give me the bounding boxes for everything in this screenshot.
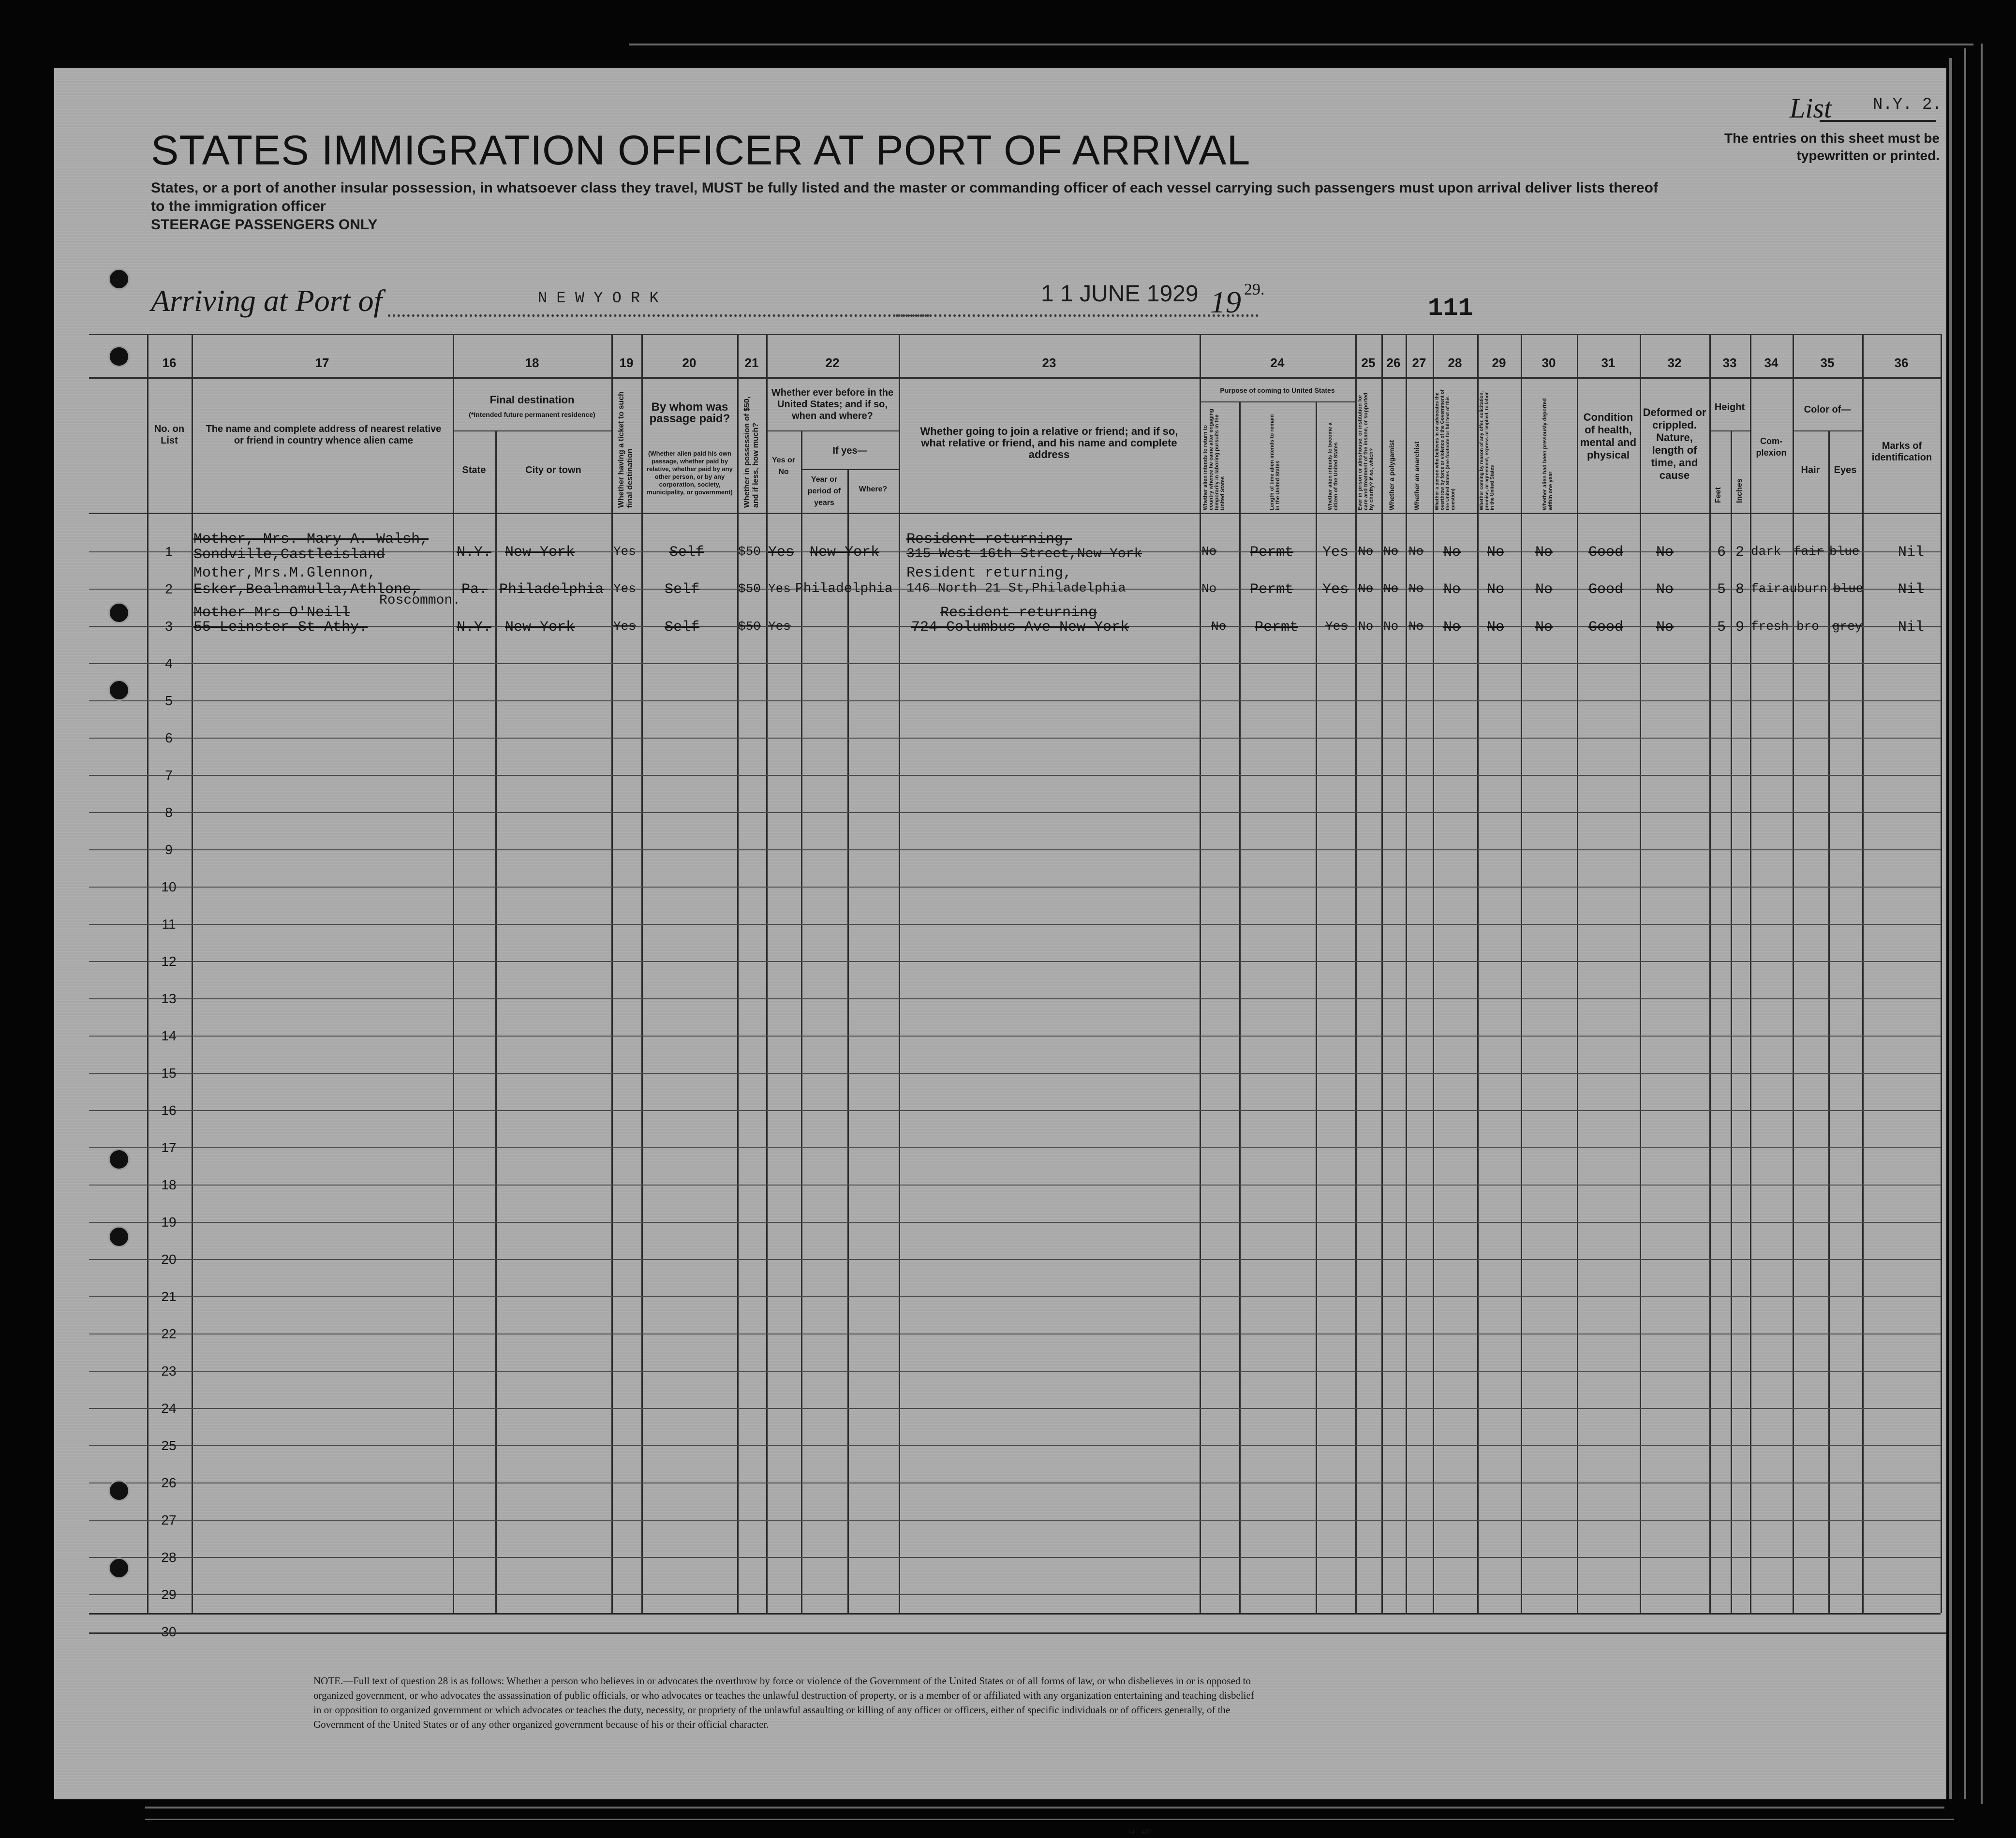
dest-state: Pa. bbox=[461, 581, 488, 598]
complexion: dark bbox=[1751, 544, 1781, 559]
identification-marks: Nil bbox=[1898, 581, 1925, 598]
header-deported: Whether alien had been previously deported within one year bbox=[1542, 398, 1554, 510]
table-row bbox=[89, 1371, 1941, 1372]
table-row bbox=[89, 1520, 1941, 1521]
table-row bbox=[89, 1147, 1941, 1148]
row-number: 1 bbox=[165, 544, 173, 559]
labor-offer: No bbox=[1487, 581, 1505, 598]
deported: No bbox=[1535, 544, 1553, 561]
table-row bbox=[89, 663, 1941, 664]
table-row bbox=[89, 887, 1941, 888]
polygamist: No bbox=[1383, 619, 1399, 634]
row-number: 16 bbox=[161, 1103, 177, 1118]
header-year: Year or period of years bbox=[807, 475, 841, 507]
table-row bbox=[89, 961, 1941, 962]
page-edge bbox=[629, 44, 1973, 45]
height-inches: 2 bbox=[1735, 544, 1745, 561]
before-where: Philadelphia bbox=[795, 581, 893, 596]
health: Good bbox=[1588, 619, 1624, 636]
header-return-intent: Whether alien intends to return to country whence he came after engaging temporarily in laboring pursuits in the United States bbox=[1202, 409, 1226, 510]
binder-hole bbox=[108, 1149, 130, 1170]
header-complexion: Com-plexion bbox=[1756, 436, 1787, 458]
footnote: NOTE.—Full text of question 28 is as follows: Whether a person who believes in or advocates the overthrow by force or violence of the Government of the United States or of all forms of law, or who disbelieves in or is opposed to organized government, or who advocates the assassination of public officials, or who advocates or teaches the unlawful destruction of property, or is a member of or affiliated with any organization entertaining and teaching disbelief in or opposition to organized government or which advocates or teaches the duty, necessity, or propriety of the unlawful assaulting or killing of any officer or officers, either of specific individuals or of officers generally, of the Government of the United States or of any other organized government because of his or their official character. bbox=[313, 1675, 1254, 1730]
column-number: 28 bbox=[1448, 356, 1462, 370]
deformed: No bbox=[1656, 619, 1674, 636]
binder-hole bbox=[108, 680, 130, 701]
header-height: Height bbox=[1714, 402, 1745, 413]
money: $50 bbox=[738, 619, 761, 634]
header-marks: Marks of identification bbox=[1871, 441, 1932, 463]
health: Good bbox=[1588, 581, 1624, 598]
col-rule bbox=[1381, 334, 1383, 1613]
anarchist: No bbox=[1408, 544, 1424, 559]
page-edge bbox=[145, 1819, 1954, 1820]
row-number: 25 bbox=[161, 1438, 177, 1453]
row-number: 21 bbox=[161, 1289, 177, 1304]
complexion: fair bbox=[1751, 581, 1781, 596]
ticket: Yes bbox=[613, 544, 636, 559]
header-before-us: Whether ever before in the United States; and if so, when and where? bbox=[771, 387, 894, 421]
joining-line2: 724 Columbus Ave New York bbox=[911, 619, 1129, 636]
before-where: New York bbox=[810, 544, 880, 561]
return-intent: No bbox=[1211, 619, 1227, 634]
row-number: 7 bbox=[165, 768, 173, 783]
joining-line1: Resident returning, bbox=[906, 565, 1072, 581]
header-eyes: Eyes bbox=[1834, 465, 1857, 475]
header-hair: Hair bbox=[1801, 465, 1820, 475]
dest-city: Philadelphia bbox=[499, 581, 604, 598]
identification-marks: Nil bbox=[1898, 619, 1925, 636]
table-row bbox=[89, 1036, 1941, 1037]
col-rule bbox=[1862, 334, 1864, 1613]
column-number: 31 bbox=[1601, 356, 1616, 370]
relative-address: 55 Leinster St Athy. bbox=[193, 619, 368, 636]
binder-hole bbox=[108, 346, 130, 367]
binder-hole bbox=[108, 1480, 130, 1501]
header-prison: Ever in prison or almshouse, or institution for care and treatment of the insane, or supported by charity? If so, which? bbox=[1357, 392, 1375, 510]
header-joining: Whether going to join a relative or friend; and if so, what relative or friend, and his name and complete address bbox=[920, 425, 1178, 460]
relative-address: Sondville,Castleisland bbox=[193, 547, 385, 563]
deformed: No bbox=[1656, 581, 1674, 598]
header-polygamist: Whether a polygamist bbox=[1388, 440, 1395, 510]
money: $50 bbox=[738, 581, 761, 596]
column-number: 18 bbox=[525, 356, 539, 370]
column-number: 35 bbox=[1820, 356, 1835, 370]
subheader-rule bbox=[1709, 430, 1750, 431]
deported: No bbox=[1535, 619, 1553, 636]
length-of-stay: Permt bbox=[1250, 581, 1294, 598]
arriving-label: Arriving at Port of bbox=[151, 283, 383, 318]
row-number: 15 bbox=[161, 1066, 177, 1081]
before-us: Yes bbox=[768, 544, 795, 561]
header-passage-paid: By whom was passage paid? bbox=[649, 400, 730, 425]
table-row bbox=[89, 998, 1941, 999]
height-inches: 8 bbox=[1735, 581, 1745, 598]
complexion: fresh bbox=[1751, 619, 1789, 634]
column-number: 32 bbox=[1667, 356, 1682, 370]
column-number: 22 bbox=[825, 356, 840, 370]
col-rule bbox=[1709, 334, 1711, 1613]
col-rule bbox=[899, 334, 900, 1613]
deported: No bbox=[1535, 581, 1553, 598]
row-number: 9 bbox=[165, 842, 173, 857]
subheader-rule bbox=[1200, 401, 1355, 402]
row-number: 22 bbox=[161, 1326, 177, 1341]
labor-offer: No bbox=[1487, 544, 1505, 561]
col-rule bbox=[495, 430, 497, 1613]
length-of-stay: Permt bbox=[1250, 544, 1294, 561]
row-number: 18 bbox=[161, 1177, 177, 1192]
polygamist: No bbox=[1383, 581, 1399, 596]
col-rule bbox=[1406, 334, 1407, 1613]
header-relative: The name and complete address of nearest relative or friend in country whence alien came bbox=[206, 424, 442, 446]
header-deformed: Deformed or crippled. Nature, length of time, and cause bbox=[1643, 406, 1706, 481]
form-number: 14—430 bbox=[1128, 1828, 1152, 1836]
col-rule bbox=[1828, 430, 1830, 1613]
header-if-yes: If yes— bbox=[832, 445, 867, 456]
row-number: 6 bbox=[165, 730, 173, 745]
subheader-rule bbox=[453, 430, 611, 431]
table-row bbox=[89, 1185, 1941, 1186]
before-us: Yes bbox=[768, 581, 791, 596]
header-labor-offer: Whether coming by reason of any offer, solicitation, promise, or agreement, express or implied, to labor in the United States bbox=[1479, 391, 1495, 510]
col-rule bbox=[1793, 334, 1794, 1613]
table-row bbox=[89, 775, 1941, 776]
return-intent: No bbox=[1201, 581, 1217, 596]
header-where: Where? bbox=[859, 485, 888, 493]
row-number: 20 bbox=[161, 1252, 177, 1267]
row-number: 5 bbox=[165, 693, 173, 708]
overthrow: No bbox=[1443, 619, 1461, 636]
eye-color: blue bbox=[1833, 581, 1864, 596]
table-row bbox=[89, 1110, 1941, 1111]
ticket: Yes bbox=[613, 581, 636, 596]
header-health: Condition of health, mental and physical bbox=[1580, 411, 1637, 461]
ticket: Yes bbox=[613, 619, 636, 634]
row-number: 3 bbox=[165, 619, 173, 634]
table-row bbox=[89, 1594, 1941, 1595]
hair-color: bro bbox=[1796, 619, 1819, 634]
height-feet: 5 bbox=[1717, 619, 1726, 636]
col-rule bbox=[1577, 334, 1578, 1613]
header-yes-no: Yes or No bbox=[771, 456, 796, 476]
col-rule bbox=[1355, 334, 1357, 1613]
table-row bbox=[89, 1445, 1941, 1446]
col-rule bbox=[147, 334, 148, 1613]
column-number: 36 bbox=[1894, 356, 1909, 370]
header-city: City or town bbox=[525, 465, 581, 475]
dest-city: New York bbox=[505, 619, 575, 636]
header-length-of-stay: Length of time alien intends to remain in the United States bbox=[1269, 414, 1281, 510]
column-number: 30 bbox=[1542, 356, 1556, 370]
deformed: No bbox=[1656, 544, 1674, 561]
header-overthrow: Whether a person who believes in or advocates the overthrow by force or violence of the Government of the United States (See footnote for full text of this question) bbox=[1435, 389, 1456, 510]
column-number: 26 bbox=[1386, 356, 1401, 370]
hair-color: auburn bbox=[1782, 581, 1827, 596]
column-number: 29 bbox=[1492, 356, 1506, 370]
column-number: 34 bbox=[1764, 356, 1779, 370]
page-title: STATES IMMIGRATION OFFICER AT PORT OF ARRIVAL bbox=[151, 127, 1251, 174]
table-row bbox=[89, 738, 1941, 739]
header-feet: Feet bbox=[1714, 487, 1722, 503]
dest-state: N.Y. bbox=[457, 619, 492, 636]
row-number: 19 bbox=[161, 1215, 177, 1230]
paid-by: Self bbox=[665, 619, 700, 636]
column-number: 21 bbox=[744, 356, 759, 370]
subtitle-line-2: STEERAGE PASSENGERS ONLY bbox=[151, 217, 378, 233]
paid-by: Self bbox=[665, 581, 700, 598]
manifest-table bbox=[89, 266, 1946, 1639]
binder-hole bbox=[108, 268, 130, 290]
prison: No bbox=[1358, 544, 1374, 559]
header-num-rule bbox=[89, 377, 1941, 379]
table-row bbox=[89, 1408, 1941, 1409]
col-rule bbox=[1731, 430, 1732, 1613]
overthrow: No bbox=[1443, 544, 1461, 561]
column-number: 20 bbox=[682, 356, 697, 370]
column-number: 25 bbox=[1361, 356, 1376, 370]
row-number: 24 bbox=[161, 1401, 177, 1416]
table-row bbox=[89, 1073, 1941, 1074]
joining-line2: 315 West 16th Street,New York bbox=[906, 547, 1142, 562]
eye-color: grey bbox=[1832, 619, 1863, 634]
length-of-stay: Permt bbox=[1255, 619, 1299, 636]
port-name: N E W Y O R K bbox=[538, 289, 659, 307]
dest-city: New York bbox=[505, 544, 575, 561]
table-row bbox=[89, 1296, 1941, 1297]
col-rule bbox=[801, 430, 802, 1613]
col-rule bbox=[737, 334, 739, 1613]
column-number: 27 bbox=[1412, 356, 1426, 370]
col-rule bbox=[847, 469, 849, 1613]
table-row bbox=[89, 1222, 1941, 1223]
instructions: The entries on this sheet must be typewritten or printed. bbox=[1724, 131, 1940, 163]
col-rule bbox=[766, 334, 768, 1613]
return-intent: No bbox=[1201, 544, 1217, 559]
row-number: 23 bbox=[161, 1364, 177, 1378]
row-number: 26 bbox=[161, 1475, 177, 1490]
height-inches: 9 bbox=[1735, 619, 1745, 636]
header-purpose: Purpose of coming to United States bbox=[1220, 386, 1335, 394]
row-number: 10 bbox=[161, 879, 177, 894]
table-row bbox=[89, 812, 1941, 813]
col-rule bbox=[1750, 334, 1751, 1613]
col-rule bbox=[1521, 334, 1522, 1613]
col-rule bbox=[453, 334, 454, 1613]
column-number: 23 bbox=[1042, 356, 1056, 370]
overthrow: No bbox=[1443, 581, 1461, 598]
row-number: 4 bbox=[165, 656, 173, 671]
hair-color: fair bbox=[1794, 544, 1824, 559]
subheader-rule bbox=[1793, 430, 1862, 431]
table-row bbox=[89, 849, 1941, 850]
row-number: 8 bbox=[165, 805, 173, 820]
page-subtitle bbox=[151, 179, 1675, 234]
page-edge bbox=[145, 1807, 1944, 1808]
paid-by: Self bbox=[669, 544, 705, 561]
sheet-number: 111 bbox=[1428, 294, 1473, 323]
row-number: 27 bbox=[161, 1512, 177, 1527]
footnote-divider bbox=[89, 1632, 1946, 1634]
col-rule bbox=[1477, 334, 1479, 1613]
header-inches: Inches bbox=[1735, 478, 1744, 503]
header-no-on-list: No. on List bbox=[154, 424, 185, 446]
relative-name: Mother,Mrs.M.Glennon, bbox=[193, 565, 377, 581]
page-edge bbox=[1981, 44, 1983, 1804]
binder-hole bbox=[108, 1226, 130, 1247]
header-money: Whether in possession of $50, and if less, how much? bbox=[743, 396, 760, 508]
subheader-rule bbox=[766, 430, 899, 431]
col-rule bbox=[1239, 401, 1241, 1613]
binder-hole bbox=[108, 1557, 130, 1579]
list-value: N.Y. 2. bbox=[1873, 96, 1942, 114]
row-number: 29 bbox=[161, 1587, 177, 1602]
page-edge bbox=[1964, 48, 1966, 1799]
polygamist: No bbox=[1383, 544, 1399, 559]
row-number: 28 bbox=[161, 1550, 177, 1565]
header-ticket: Whether having a ticket to such final destination bbox=[617, 391, 634, 508]
height-feet: 5 bbox=[1717, 581, 1726, 598]
relative-name: Mother, Mrs. Mary A. Walsh, bbox=[193, 531, 429, 548]
health: Good bbox=[1588, 544, 1624, 561]
col-rule bbox=[1941, 334, 1942, 1613]
header-final-destination: Final destination bbox=[489, 394, 575, 406]
binder-hole bbox=[108, 602, 130, 623]
header-state: State bbox=[462, 465, 486, 475]
header-anarchist: Whether an anarchist bbox=[1413, 441, 1421, 510]
citizen: Yes bbox=[1322, 581, 1349, 598]
anarchist: No bbox=[1408, 619, 1424, 634]
table-bottom-rule bbox=[89, 1613, 1941, 1615]
list-label: List bbox=[1790, 92, 1832, 124]
header-top-rule bbox=[89, 334, 1941, 335]
citizen: Yes bbox=[1325, 619, 1348, 634]
col-rule bbox=[1640, 334, 1641, 1613]
subheader-rule bbox=[801, 469, 899, 470]
prison: No bbox=[1358, 581, 1374, 596]
header-citizen: Whether alien intends to become a citizen of the United States bbox=[1327, 422, 1339, 510]
year-suffix: 29. bbox=[1244, 281, 1265, 298]
manifest-sheet bbox=[54, 68, 1946, 1836]
joining-line1: Resident returning bbox=[940, 605, 1097, 621]
col-rule bbox=[1200, 334, 1201, 1613]
eye-color: blue bbox=[1829, 544, 1860, 559]
row-number: 17 bbox=[161, 1140, 177, 1155]
column-number: 24 bbox=[1270, 356, 1285, 370]
row-number: 2 bbox=[165, 581, 173, 596]
prison: No bbox=[1358, 619, 1374, 634]
row-number: 12 bbox=[161, 954, 177, 969]
header-bottom-rule bbox=[89, 513, 1941, 514]
citizen: Yes bbox=[1322, 544, 1349, 561]
column-number: 33 bbox=[1722, 356, 1737, 370]
header-passage-paid-note: (Whether alien paid his own passage, whether paid by relative, whether paid by any other person, or by any corporation, society, municipality, or government) bbox=[647, 450, 733, 496]
table-row bbox=[89, 1259, 1941, 1260]
relative-county: Roscommon. bbox=[379, 593, 461, 608]
col-rule bbox=[1316, 401, 1317, 1613]
list-underline bbox=[1820, 120, 1936, 122]
col-rule bbox=[611, 334, 613, 1613]
header-color-of: Color of— bbox=[1804, 404, 1851, 415]
column-number: 17 bbox=[315, 356, 329, 370]
labor-offer: No bbox=[1487, 619, 1505, 636]
year-prefix: 19 bbox=[1210, 285, 1241, 319]
anarchist: No bbox=[1408, 581, 1424, 596]
identification-marks: Nil bbox=[1898, 544, 1925, 561]
height-feet: 6 bbox=[1717, 544, 1726, 561]
table-row bbox=[89, 924, 1941, 925]
header-final-destination-note: (*Intended future permanent residence) bbox=[469, 411, 595, 418]
column-number: 16 bbox=[162, 356, 177, 370]
subtitle-line-1: States, or a port of another insular possession, in whatsoever class they travel, MUST be fully listed and the master or commanding officer of each vessel carrying such passengers must upon arrival deliver lists thereof to the immigration officer bbox=[151, 180, 1658, 214]
page-edge bbox=[1949, 58, 1952, 1799]
table-row bbox=[89, 1482, 1941, 1483]
table-row bbox=[89, 1557, 1941, 1558]
row-number: 30 bbox=[161, 1624, 177, 1639]
arrival-date: 1 1 JUNE 1929 bbox=[1041, 281, 1199, 307]
col-rule bbox=[192, 334, 193, 1613]
joining-line2: 146 North 21 St,Philadelphia bbox=[906, 581, 1126, 596]
before-us: Yes bbox=[768, 619, 791, 634]
col-rule bbox=[1433, 334, 1434, 1613]
joining-line1: Resident returning, bbox=[906, 531, 1072, 548]
money: $50 bbox=[738, 544, 761, 559]
row-number: 14 bbox=[161, 1028, 177, 1043]
row-number: 13 bbox=[161, 991, 177, 1006]
relative-address: Esker,Bealnamulla,Athlone, bbox=[193, 581, 420, 598]
table-row bbox=[89, 700, 1941, 701]
dest-state: N.Y. bbox=[457, 544, 492, 561]
column-number: 19 bbox=[619, 356, 634, 370]
col-rule bbox=[641, 334, 643, 1613]
relative-name: Mother Mrs O'Neill bbox=[193, 605, 351, 621]
row-number: 11 bbox=[162, 917, 176, 932]
